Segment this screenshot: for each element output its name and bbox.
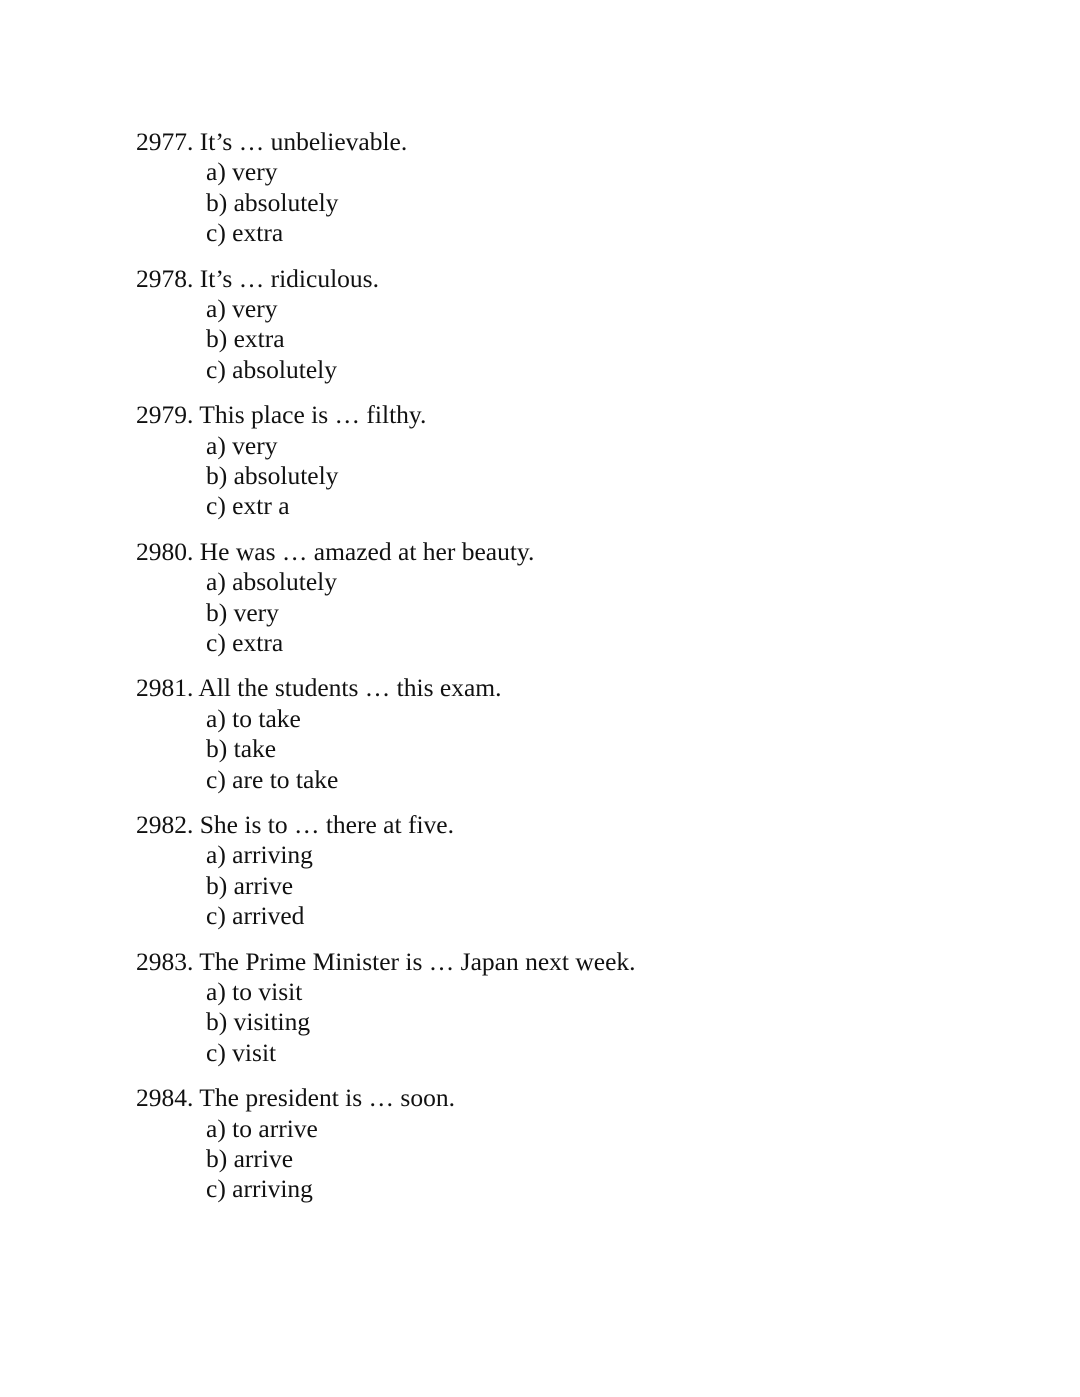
question-text: She is to … there at five. <box>199 810 454 839</box>
question-block <box>136 127 407 249</box>
question-block <box>136 673 501 795</box>
answer-option: b) arrive <box>206 870 294 900</box>
answer-option: b) absolutely <box>206 461 339 490</box>
answer-option: b) take <box>206 734 277 764</box>
question-stem <box>136 947 636 977</box>
question-stem <box>136 400 426 430</box>
answer-option: b) visiting <box>206 1007 311 1037</box>
question-block <box>136 1083 455 1205</box>
answer-option: a) very <box>206 430 278 460</box>
answer-option: a) to arrive <box>206 1113 318 1143</box>
question-number: 2982. <box>136 810 194 839</box>
question-number: 2984. <box>136 1083 194 1113</box>
question-text: The president is … soon. <box>199 1083 455 1113</box>
question-number: 2980. <box>136 536 194 566</box>
question-block <box>136 810 454 932</box>
question-text: It’s … ridiculous. <box>199 263 379 293</box>
question-text: He was … amazed at her beauty. <box>199 536 535 566</box>
answer-option: b) absolutely <box>206 187 339 217</box>
question-number: 2978. <box>136 263 194 293</box>
answer-option: a) arriving <box>206 840 313 870</box>
question-block <box>136 537 534 659</box>
answer-option: c) are to take <box>206 764 339 794</box>
answer-option: c) visit <box>206 1037 277 1067</box>
question-text: All the students … this exam. <box>198 673 502 703</box>
question-stem <box>136 1083 455 1113</box>
question-text: The Prime Minister is … Japan next week. <box>199 946 636 976</box>
answer-option: a) very <box>206 157 278 187</box>
answer-option: a) to take <box>206 703 301 733</box>
answer-option: a) absolutely <box>206 567 337 597</box>
answer-option: c) absolutely <box>206 354 337 384</box>
question-number: 2981. <box>136 673 194 703</box>
answer-option: c) extra <box>206 628 284 658</box>
answer-option: c) arriving <box>206 1174 313 1204</box>
question-block <box>136 400 426 522</box>
question-number: 2983. <box>136 946 194 976</box>
question-stem <box>136 127 407 157</box>
answer-option: a) to visit <box>206 977 303 1006</box>
question-number: 2979. <box>136 400 194 430</box>
question-block <box>136 264 379 386</box>
answer-option: b) arrive <box>206 1144 294 1173</box>
answer-option: c) extra <box>206 218 284 248</box>
question-number: 2977. <box>136 127 194 156</box>
question-text: It’s … unbelievable. <box>199 127 408 156</box>
answer-option: b) extra <box>206 324 285 354</box>
question-stem <box>136 537 534 567</box>
answer-option: b) very <box>206 597 279 627</box>
question-stem <box>136 810 454 840</box>
question-block <box>136 947 636 1069</box>
question-text: This place is … filthy. <box>199 400 427 430</box>
question-stem <box>136 673 501 703</box>
answer-option: a) very <box>206 294 278 323</box>
answer-option: c) extr a <box>206 491 290 521</box>
question-stem <box>136 264 379 294</box>
answer-option: c) arrived <box>206 901 305 931</box>
